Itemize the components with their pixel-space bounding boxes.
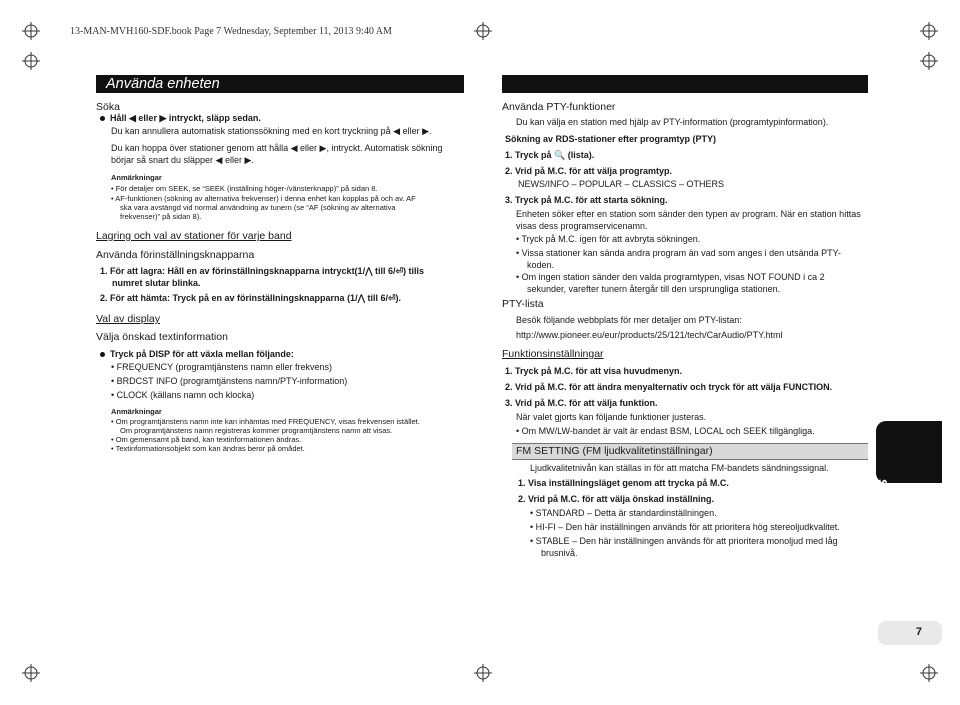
registration-mark-icon	[22, 22, 40, 40]
ptylist-heading: PTY-lista	[502, 298, 544, 310]
display-item: • FREQUENCY (programtjänstens namn eller frekvens)	[111, 362, 333, 372]
func-desc: När valet gjorts kan följande funktioner justeras.	[516, 412, 707, 422]
storing-step: numret slutar blinka.	[112, 278, 201, 288]
pty-step: 3. Tryck på M.C. för att starta sökning.	[505, 195, 668, 205]
pty-step: 1. Tryck på 🔍 (lista).	[505, 150, 595, 160]
func-heading: Funktionsinställningar	[502, 348, 604, 360]
language-side-tab	[875, 421, 942, 546]
fm-bullet: • STANDARD – Detta är standardinställningen.	[530, 508, 717, 518]
display-item: • CLOCK (källans namn och klocka)	[111, 390, 255, 400]
note: • För detaljer om SEEK, se “SEEK (inställning höger-/vänsterknapp)” på sidan 8.	[111, 184, 378, 193]
pty-bullet: • Om ingen station sänder den valda programtypen, visas NOT FOUND i ca 2	[516, 272, 825, 282]
bullet-icon	[100, 352, 105, 357]
display-bullet: Tryck på DISP för att växla mellan följande:	[100, 349, 294, 361]
file-info-header: 13-MAN-MVH160-SDF.book Page 7 Wednesday, September 11, 2013 9:40 AM	[70, 26, 392, 37]
pty-desc: Enheten söker efter en station som sänder den typen av program. När en station hittas	[516, 209, 861, 219]
fm-bullet: • STABLE – Den här inställningen används för att prioritera monoljud med låg	[530, 536, 838, 546]
registration-mark-icon	[474, 664, 492, 682]
pty-heading: Använda PTY-funktioner	[502, 101, 616, 113]
seek-line: börjar så snart du släpper ◀ eller ▶.	[111, 155, 254, 165]
note: • AF-funktionen (sökning av alternativa frekvenser) i denna enhet kan kopplas på och av. AF	[111, 194, 416, 203]
bullet-icon	[100, 116, 105, 121]
right-title-bar	[502, 75, 868, 93]
fm-step: 1. Visa inställningsläget genom att trycka på M.C.	[518, 478, 729, 488]
fm-bullet: brusnivå.	[541, 548, 578, 558]
registration-mark-icon	[920, 52, 938, 70]
storing-step: 2. För att hämta: Tryck på en av förinställningsknapparna (1/⋀ till 6/⏎).	[100, 293, 401, 303]
display-subheading: Välja önskad textinformation	[96, 331, 228, 343]
note: Om programtjänstens namn registreras kommer programtjänstens namn att visas.	[120, 426, 393, 435]
section-title: Använda enheten	[106, 76, 220, 92]
pty-bullet: • Tryck på M.C. igen för att avbryta sökningen.	[516, 234, 701, 244]
func-bullet: • Om MW/LW-bandet är valt är endast BSM, LOCAL och SEEK tillgängliga.	[516, 426, 815, 436]
fm-step: 2. Vrid på M.C. för att välja önskad inställning.	[518, 494, 715, 504]
display-heading: Val av display	[96, 313, 161, 325]
note: ska vara avstängd vid normal användning av tunern (se “AF (sökning av alternativa	[120, 203, 396, 212]
registration-mark-icon	[920, 664, 938, 682]
pty-bullet: sekunder, varefter tunern återgår till den ursprungliga stationen.	[527, 284, 781, 294]
notes-title: Anmärkningar	[111, 407, 162, 416]
note: • Textinformationsobjekt som kan ändras beror på omådet.	[111, 444, 305, 453]
pty-bullet: koden.	[527, 260, 555, 270]
pty-desc: visas dess programservicenamn.	[516, 221, 648, 231]
pty-bullet: • Vissa stationer kan sända andra program än vad som anges i den utsända PTY-	[516, 248, 841, 258]
registration-mark-icon	[474, 22, 492, 40]
seek-bullet: Håll ◀ eller ▶ intryckt, släpp sedan.	[100, 113, 261, 125]
pty-intro: Du kan välja en station med hjälp av PTY-information (programtypinformation).	[516, 117, 829, 127]
note: frekvenser)” på sidan 8).	[120, 212, 202, 221]
ptylist-text: Besök följande webbplats för mer detaljer om PTY-listan:	[516, 315, 742, 325]
storing-subheading: Använda förinställningsknapparna	[96, 249, 255, 261]
pty-subheading: Sökning av RDS-stationer efter programtyp (PTY)	[505, 134, 717, 144]
func-step: 1. Tryck på M.C. för att visa huvudmenyn.	[505, 366, 683, 376]
seek-line: Du kan annullera automatisk stationssökning med en kort tryckning på ◀ eller ▶.	[111, 126, 432, 136]
notes-title: Anmärkningar	[111, 173, 162, 182]
func-step: 3. Vrid på M.C. för att välja funktion.	[505, 398, 658, 408]
pty-types: NEWS/INFO – POPULAR – CLASSICS – OTHERS	[518, 179, 725, 189]
note: • Om gemensamt på band, kan textinformationen ändras.	[111, 435, 302, 444]
registration-mark-icon	[920, 22, 938, 40]
fm-setting-bar	[512, 443, 868, 460]
fm-bullet: • HI-FI – Den här inställningen används för att prioritera hög stereoljudkvalitet.	[530, 522, 840, 532]
storing-heading: Lagring och val av stationer för varje band	[96, 230, 292, 242]
registration-mark-icon	[22, 664, 40, 682]
section-title-bar	[96, 75, 464, 93]
seek-heading: Söka	[96, 101, 120, 113]
page-number-box	[878, 621, 942, 645]
fm-setting-title: FM SETTING (FM ljudkvalitetinställningar)	[516, 445, 713, 457]
note: • Om programtjänstens namn inte kan inhämtas med FREQUENCY, visas frekvensen istället.	[111, 417, 420, 426]
storing-step: 1. För att lagra: Håll en av förinställningsknapparna intryckt(1/⋀ till 6/⏎) tills	[100, 266, 424, 276]
ptylist-url[interactable]: http://www.pioneer.eu/eur/products/25/121/tech/CarAudio/PTY.html	[516, 330, 783, 340]
registration-mark-icon	[22, 52, 40, 70]
language-tab-label: SVENSKA	[875, 479, 890, 546]
display-item: • BRDCST INFO (programtjänstens namn/PTY-information)	[111, 376, 348, 386]
fm-desc: Ljudkvalitetnivån kan ställas in för att matcha FM-bandets sändningssignal.	[530, 463, 829, 473]
func-step: 2. Vrid på M.C. för att ändra menyalternativ och tryck för att välja FUNCTION.	[505, 382, 833, 392]
pty-step: 2. Vrid på M.C. för att välja programtyp.	[505, 166, 673, 176]
page-number: 7	[915, 626, 922, 638]
seek-line: Du kan hoppa över stationer genom att hålla ◀ eller ▶, intryckt. Automatisk sökning	[111, 143, 443, 153]
